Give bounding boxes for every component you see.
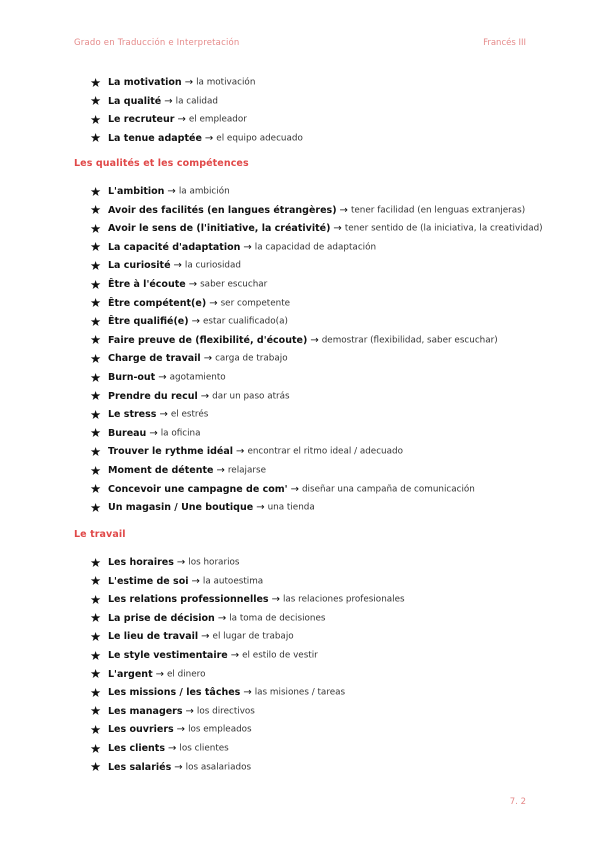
french-term: Faire preuve de (flexibilité, d'écoute) [108, 334, 308, 346]
arrow-icon: → [230, 650, 240, 661]
french-term: Concevoir une campagne de com' [108, 483, 288, 495]
star-icon: ★ [90, 666, 102, 682]
star-icon: ★ [90, 239, 102, 255]
arrow-icon: → [203, 353, 213, 365]
vocab-item [90, 571, 263, 589]
vocab-item [90, 91, 218, 109]
spanish-translation: carga de trabajo [215, 353, 288, 364]
vocab-item [90, 367, 226, 385]
arrow-icon: → [174, 761, 183, 773]
arrow-icon: → [164, 95, 173, 107]
arrow-icon: → [243, 687, 252, 699]
vocab-item [90, 645, 318, 663]
vocab-item [90, 109, 247, 127]
arrow-icon: → [217, 612, 227, 624]
spanish-translation: las misiones / tareas [254, 687, 346, 698]
star-icon: ★ [90, 202, 102, 218]
vocab-item [90, 589, 405, 607]
star-icon: ★ [90, 257, 102, 273]
vocab-item [90, 460, 266, 478]
spanish-translation: agotamiento [169, 372, 226, 383]
page-number: 7. 2 [509, 797, 526, 807]
arrow-icon: → [185, 705, 194, 717]
spanish-translation: estar cualificado(a) [202, 316, 288, 327]
spanish-translation: los asalariados [185, 762, 252, 773]
course-title: Grado en Traducción e Interpretación [74, 38, 240, 48]
vocab-item [90, 200, 525, 218]
french-term: La curiosité [108, 260, 171, 272]
vocab-item [90, 701, 255, 719]
vocab-item [90, 552, 239, 570]
french-term: L'ambition [108, 186, 165, 197]
star-icon: ★ [90, 183, 102, 199]
vocab-item [90, 682, 345, 700]
spanish-translation: el estrés [170, 409, 209, 420]
star-icon: ★ [90, 130, 102, 146]
arrow-icon: → [310, 334, 319, 346]
spanish-translation: la autoestima [202, 576, 264, 587]
french-term: Être compétent(e) [108, 297, 207, 309]
french-term: Être qualifié(e) [108, 316, 189, 328]
spanish-translation: la oficina [160, 428, 201, 439]
spanish-translation: el empleador [188, 114, 247, 125]
star-icon: ★ [90, 684, 102, 700]
french-term: Les clients [108, 743, 166, 754]
arrow-icon: → [191, 316, 200, 328]
vocab-item [90, 218, 543, 236]
star-icon: ★ [90, 443, 102, 459]
vocab-item [90, 497, 315, 515]
star-icon: ★ [90, 740, 102, 756]
vocab-item [90, 719, 252, 737]
french-term: La prise de décision [108, 612, 215, 624]
spanish-translation: la ambición [178, 186, 230, 197]
arrow-icon: → [243, 241, 252, 253]
arrow-icon: → [236, 446, 245, 458]
arrow-icon: → [159, 409, 168, 421]
spanish-translation: los empleados [188, 724, 252, 735]
spanish-translation: los horarios [188, 557, 240, 568]
french-term: Le lieu de travail [108, 631, 199, 643]
french-term: Moment de détente [108, 465, 214, 476]
star-icon: ★ [90, 388, 102, 404]
arrow-icon: → [188, 279, 198, 290]
arrow-icon: → [216, 465, 225, 476]
subject-title: Francés III [483, 38, 526, 48]
spanish-translation: la toma de decisiones [229, 613, 326, 624]
spanish-translation: la capacidad de adaptación [254, 242, 377, 253]
arrow-icon: → [168, 743, 177, 754]
vocab-item [90, 330, 498, 348]
star-icon: ★ [90, 628, 102, 644]
vocab-item [90, 441, 403, 459]
star-icon: ★ [90, 220, 102, 236]
vocab-item [90, 664, 205, 682]
french-term: Le stress [108, 409, 157, 421]
vocab-item [90, 404, 208, 422]
arrow-icon: → [167, 186, 176, 197]
star-icon: ★ [90, 425, 102, 441]
star-icon: ★ [90, 295, 102, 311]
spanish-translation: las relaciones profesionales [282, 594, 405, 605]
french-term: Être à l'écoute [108, 279, 186, 290]
spanish-translation: los directivos [196, 706, 255, 717]
arrow-icon: → [209, 297, 218, 309]
arrow-icon: → [204, 132, 214, 144]
arrow-icon: → [173, 260, 182, 272]
vocab-item [90, 293, 290, 311]
star-icon: ★ [90, 313, 102, 329]
french-term: Avoir des facilités (en langues étrangères) [108, 204, 337, 216]
french-term: Les salariés [108, 761, 172, 773]
star-icon: ★ [90, 350, 102, 366]
star-icon: ★ [90, 610, 102, 626]
star-icon: ★ [90, 369, 102, 385]
spanish-translation: tener sentido de (la iniciativa, la creatividad) [344, 223, 543, 234]
vocab-item [90, 738, 229, 756]
french-term: Les missions / les tâches [108, 687, 241, 699]
star-icon: ★ [90, 554, 102, 570]
vocab-item [90, 181, 230, 199]
star-icon: ★ [90, 759, 102, 775]
vocab-item [90, 608, 325, 626]
french-term: Les ouvriers [108, 724, 174, 736]
spanish-translation: el estilo de vestir [242, 650, 318, 661]
french-term: Burn-out [108, 372, 156, 383]
spanish-translation: la curiosidad [184, 260, 241, 271]
arrow-icon: → [149, 427, 158, 439]
spanish-translation: dar un paso atrás [212, 391, 290, 402]
french-term: La qualité [108, 95, 162, 107]
star-icon: ★ [90, 573, 102, 589]
spanish-translation: ser competente [220, 298, 291, 309]
spanish-translation: los clientes [179, 743, 229, 754]
french-term: Les relations professionnelles [108, 594, 269, 606]
arrow-icon: → [290, 483, 299, 495]
arrow-icon: → [155, 668, 164, 680]
arrow-icon: → [201, 631, 210, 643]
spanish-translation: tener facilidad (en lenguas extranjeras) [350, 205, 526, 216]
star-icon: ★ [90, 721, 102, 737]
star-icon: ★ [90, 111, 102, 127]
spanish-translation: el dinero [167, 669, 206, 680]
vocab-item [90, 128, 303, 146]
arrow-icon: → [191, 575, 200, 587]
vocab-item [90, 757, 251, 775]
spanish-translation: una tienda [267, 502, 315, 513]
star-icon: ★ [90, 406, 102, 422]
vocab-item [90, 255, 241, 273]
vocab-item [90, 386, 290, 404]
vocab-item [90, 311, 288, 329]
french-term: Les managers [108, 705, 183, 717]
vocab-item [90, 479, 475, 497]
vocab-item [90, 626, 294, 644]
arrow-icon: → [200, 390, 210, 402]
french-term: Le recruteur [108, 114, 175, 126]
section-title-travail: Le travail [74, 529, 126, 540]
star-icon: ★ [90, 647, 102, 663]
arrow-icon: → [333, 223, 342, 235]
french-term: Avoir le sens de (l'initiative, la créativité) [108, 223, 331, 235]
spanish-translation: relajarse [227, 465, 266, 476]
star-icon: ★ [90, 332, 102, 348]
french-term: Les horaires [108, 557, 174, 568]
vocab-item [90, 274, 267, 292]
arrow-icon: → [158, 372, 167, 383]
star-icon: ★ [90, 276, 102, 292]
star-icon: ★ [90, 93, 102, 109]
spanish-translation: encontrar el ritmo ideal / adecuado [247, 446, 403, 457]
french-term: L'estime de soi [108, 575, 189, 587]
star-icon: ★ [90, 481, 102, 497]
french-term: La capacité d'adaptation [108, 241, 241, 253]
star-icon: ★ [90, 703, 102, 719]
star-icon: ★ [90, 74, 102, 90]
section-title-qualites: Les qualités et les compétences [74, 158, 249, 169]
vocab-item [90, 72, 255, 90]
arrow-icon: → [176, 724, 186, 736]
french-term: Trouver le rythme idéal [108, 446, 234, 458]
arrow-icon: → [339, 204, 348, 216]
french-term: L'argent [108, 668, 153, 680]
french-term: Charge de travail [108, 353, 201, 365]
french-term: Bureau [108, 427, 147, 439]
arrow-icon: → [176, 557, 186, 568]
spanish-translation: el lugar de trabajo [212, 631, 294, 642]
arrow-icon: → [177, 114, 186, 126]
spanish-translation: saber escuchar [200, 279, 268, 290]
star-icon: ★ [90, 499, 102, 515]
arrow-icon: → [184, 77, 194, 88]
vocab-item [90, 348, 288, 366]
spanish-translation: el equipo adecuado [216, 133, 303, 144]
french-term: Le style vestimentaire [108, 650, 228, 661]
vocab-item [90, 423, 201, 441]
french-term: Un magasin / Une boutique [108, 502, 254, 514]
arrow-icon: → [271, 594, 280, 606]
spanish-translation: demostrar (flexibilidad, saber escuchar) [321, 335, 498, 346]
arrow-icon: → [256, 502, 265, 514]
star-icon: ★ [90, 462, 102, 478]
star-icon: ★ [90, 591, 102, 607]
french-term: La tenue adaptée [108, 132, 202, 144]
vocab-item [90, 237, 376, 255]
french-term: Prendre du recul [108, 390, 198, 402]
french-term: La motivation [108, 77, 182, 88]
spanish-translation: la motivación [196, 77, 256, 88]
spanish-translation: diseñar una campaña de comunicación [301, 484, 475, 495]
spanish-translation: la calidad [175, 96, 218, 107]
page-header [74, 38, 526, 52]
